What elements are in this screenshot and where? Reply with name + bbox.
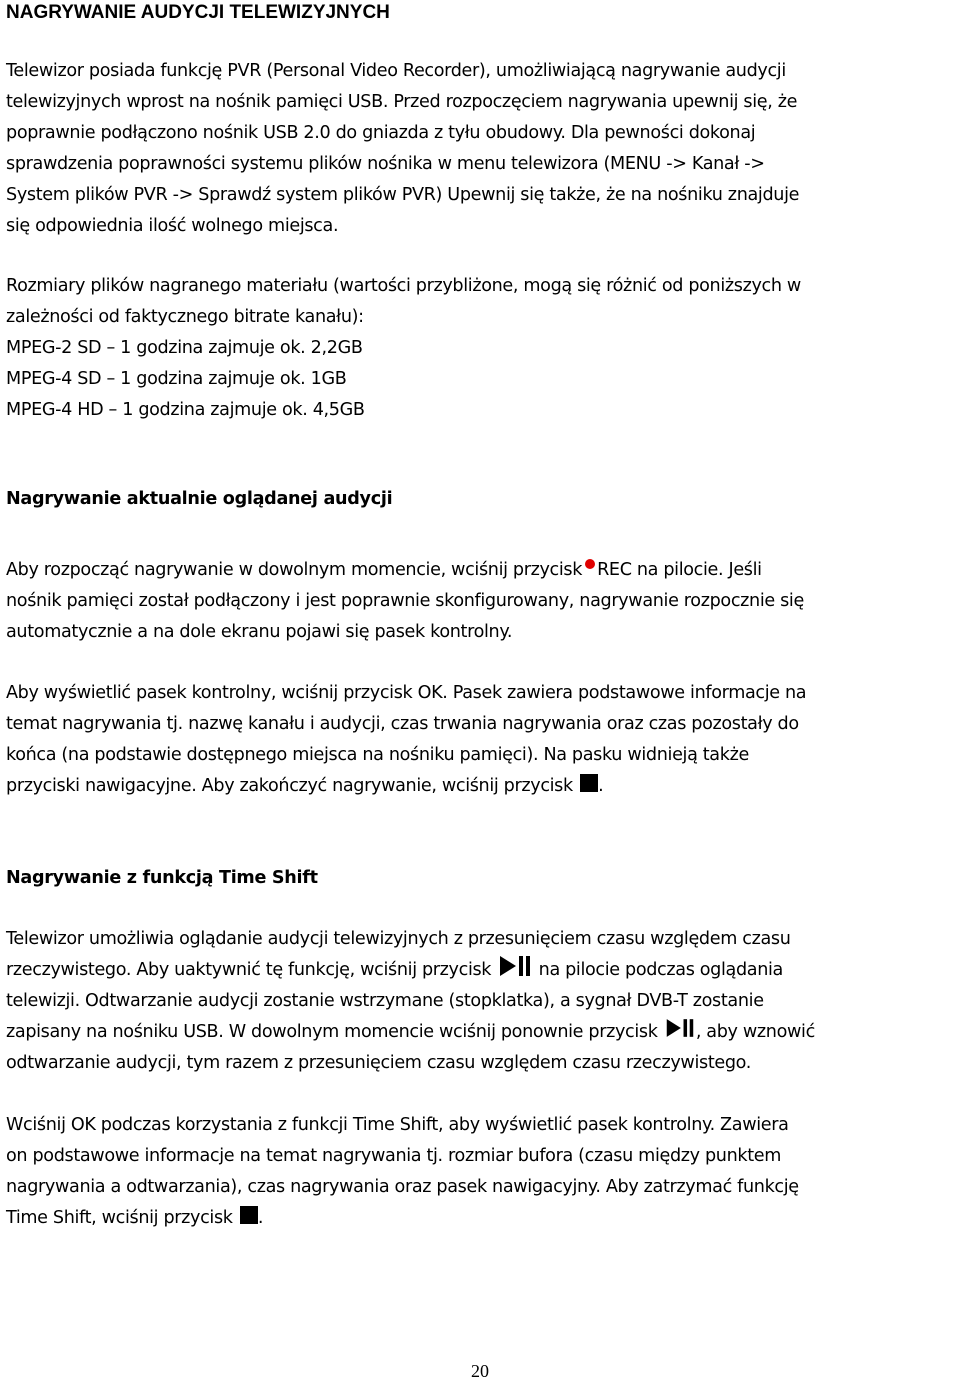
- text-fragment: na pilocie podczas oglądania: [538, 960, 783, 980]
- text-line: sprawdzenia poprawności systemu plików nośnika w menu telewizora (MENU -> Kanał ->: [6, 154, 765, 174]
- file-sizes-paragraph: [6, 271, 960, 426]
- text-line: automatycznie a na dole ekranu pojawi się pasek kontrolny.: [6, 622, 513, 642]
- text-fragment: .: [257, 1208, 264, 1228]
- size-item: MPEG-4 SD – 1 godzina zajmuje ok. 1GB: [6, 369, 347, 389]
- play-pause-icon: [498, 955, 532, 977]
- text-line: poprawnie podłączono nośnik USB 2.0 do gniazda z tyłu obudowy. Dla pewności dokonaj: [6, 123, 756, 143]
- size-item: MPEG-2 SD – 1 godzina zajmuje ok. 2,2GB: [6, 338, 363, 358]
- text-line: temat nagrywania tj. nazwę kanału i audycji, czas trwania nagrywania oraz czas pozostały do: [6, 714, 799, 734]
- text-line: [6, 771, 960, 802]
- text-line: telewizyjnych wprost na nośnik pamięci USB. Przed rozpoczęciem nagrywania upewnij się, że: [6, 92, 798, 112]
- text-line: Aby wyświetlić pasek kontrolny, wciśnij przycisk OK. Pasek zawiera podstawowe informacje na: [6, 683, 807, 703]
- text-line: [6, 1203, 960, 1234]
- text-fragment: Aby rozpocząć nagrywanie w dowolnym momencie, wciśnij przycisk: [6, 560, 583, 580]
- stop-icon: [580, 774, 598, 792]
- text-line: [6, 555, 960, 586]
- time-shift-control-paragraph: [6, 1110, 960, 1234]
- text-fragment: .: [598, 776, 604, 796]
- text-line: [6, 1017, 960, 1048]
- text-line: odtwarzanie audycji, tym razem z przesunięciem czasu względem czasu rzeczywistego.: [6, 1053, 752, 1073]
- section-heading-recording: Nagrywanie aktualnie oglądanej audycji: [6, 489, 393, 509]
- text-line: Telewizor umożliwia oglądanie audycji telewizyjnych z przesunięciem czasu względem czasu: [6, 929, 791, 949]
- page-title: NAGRYWANIE AUDYCJI TELEWIZYJNYCH: [6, 2, 390, 23]
- text-line: Rozmiary plików nagranego materiału (wartości przybliżone, mogą się różnić od poniższych w: [6, 276, 801, 296]
- text-line: nośnik pamięci został podłączony i jest poprawnie skonfigurowany, nagrywanie rozpocznie się: [6, 591, 804, 611]
- text-line: Wciśnij OK podczas korzystania z funkcji Time Shift, aby wyświetlić pasek kontrolny. Zawiera: [6, 1115, 789, 1135]
- text-fragment: REC na pilocie. Jeśli: [597, 560, 762, 580]
- text-line: się odpowiednia ilość wolnego miejsca.: [6, 216, 339, 236]
- text-fragment: , aby wznowić: [695, 1022, 815, 1042]
- stop-icon: [240, 1206, 258, 1224]
- text-line: [6, 955, 960, 986]
- text-fragment: zapisany na nośniku USB. W dowolnym momencie wciśnij ponownie przycisk: [6, 1022, 658, 1042]
- recording-start-paragraph: [6, 555, 960, 648]
- intro-paragraph: [6, 56, 960, 242]
- text-line: Telewizor posiada funkcję PVR (Personal Video Recorder), umożliwiającą nagrywanie audycji: [6, 61, 786, 81]
- text-line: telewizji. Odtwarzanie audycji zostanie wstrzymane (stopklatka), a sygnał DVB-T zostanie: [6, 991, 764, 1011]
- text-line: końca (na podstawie dostępnego miejsca na nośniku pamięci). Na pasku widnieją także: [6, 745, 749, 765]
- text-fragment: przyciski nawigacyjne. Aby zakończyć nagrywanie, wciśnij przycisk: [6, 776, 573, 796]
- text-line: System plików PVR -> Sprawdź system plików PVR) Upewnij się także, że na nośniku znajduje: [6, 185, 800, 205]
- play-pause-icon: [665, 1017, 695, 1039]
- time-shift-paragraph: [6, 924, 960, 1079]
- section-heading-time-shift: Nagrywanie z funkcją Time Shift: [6, 868, 318, 888]
- page-number: 20: [471, 1361, 489, 1381]
- control-bar-paragraph: [6, 678, 960, 802]
- text-fragment: rzeczywistego. Aby uaktywnić tę funkcję, wciśnij przycisk: [6, 960, 492, 980]
- rec-dot-icon: [585, 559, 595, 569]
- text-fragment: Time Shift, wciśnij przycisk: [6, 1208, 233, 1228]
- text-line: on podstawowe informacje na temat nagrywania tj. rozmiar bufora (czasu między punktem: [6, 1146, 782, 1166]
- size-item: MPEG-4 HD – 1 godzina zajmuje ok. 4,5GB: [6, 400, 365, 420]
- text-line: zależności od faktycznego bitrate kanału):: [6, 307, 364, 327]
- text-line: nagrywania a odtwarzania), czas nagrywania oraz pasek nawigacyjny. Aby zatrzymać funkcję: [6, 1177, 799, 1197]
